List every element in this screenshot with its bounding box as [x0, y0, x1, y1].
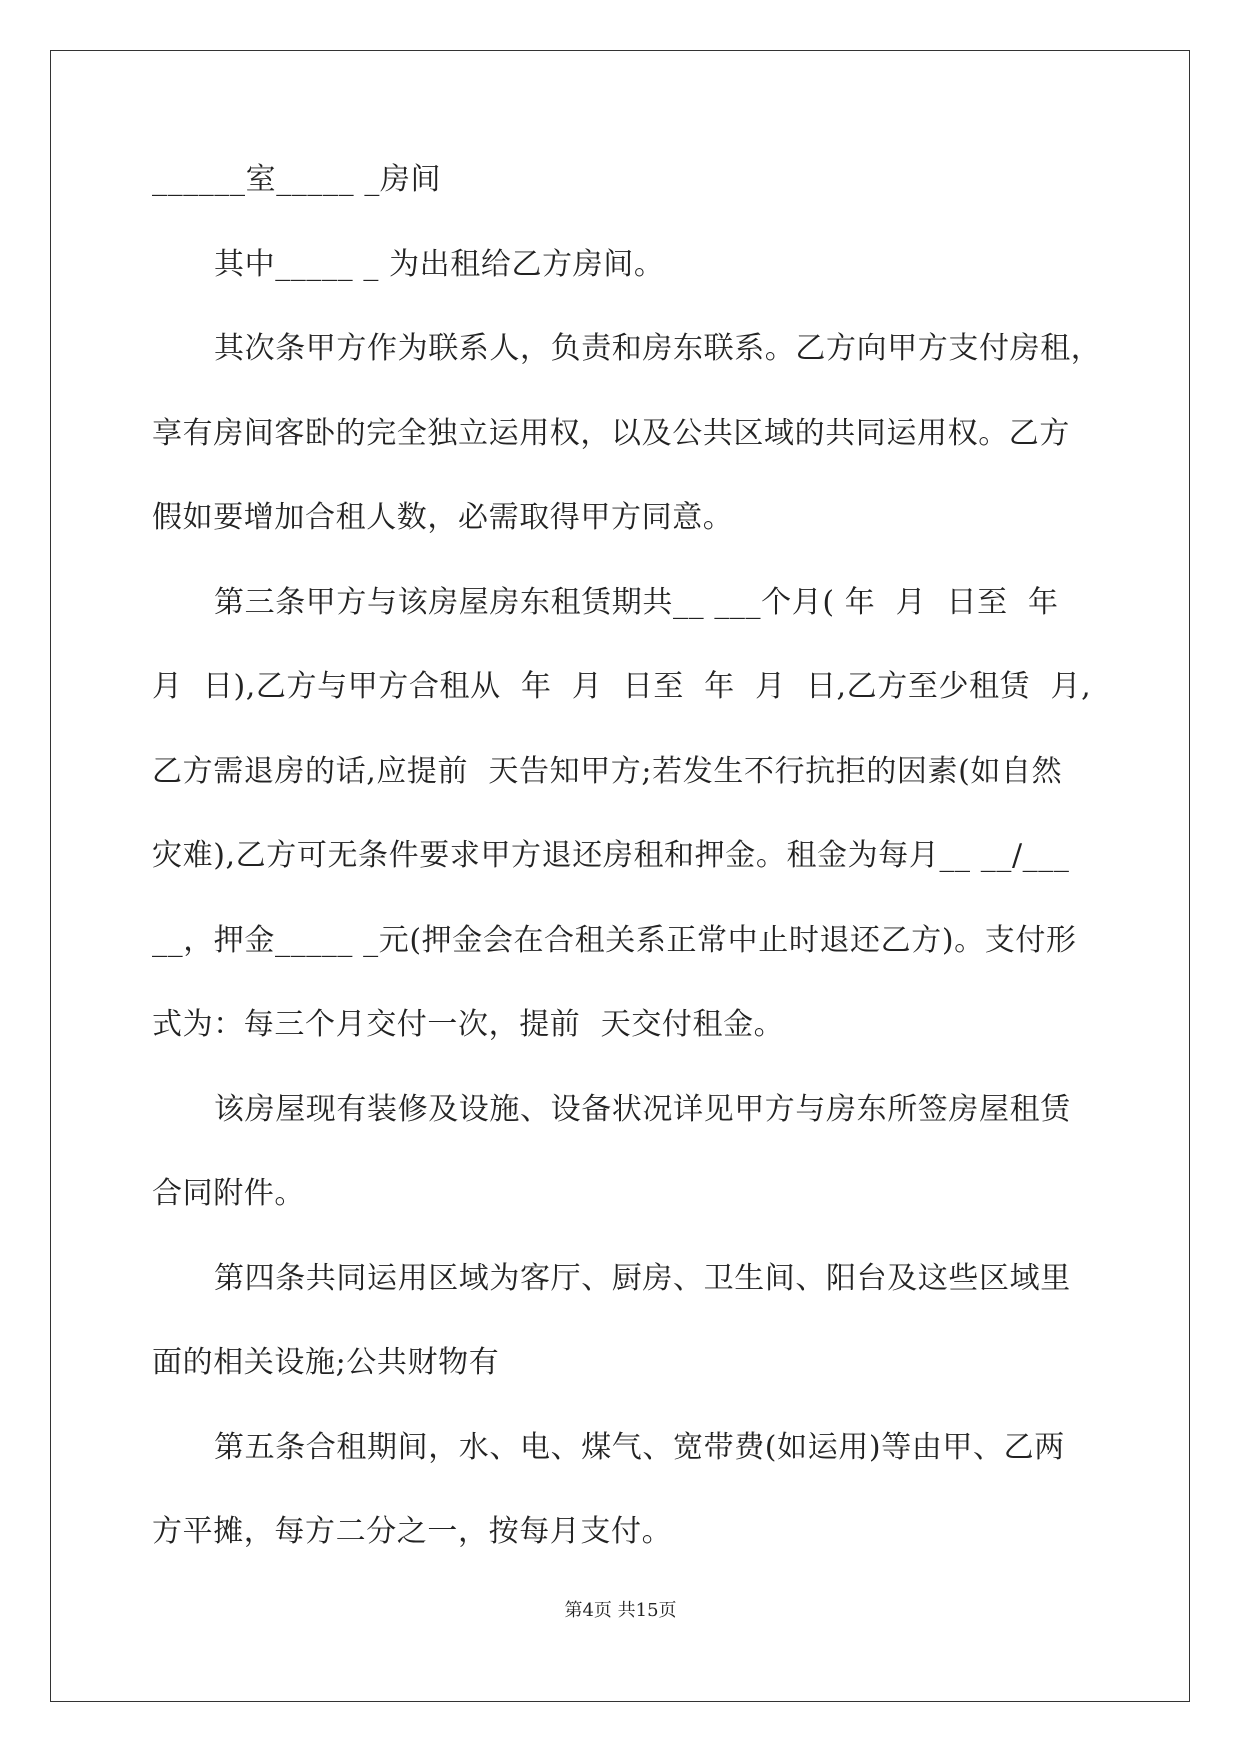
paragraph-line: 面的相关设施;公共财物有: [152, 1345, 500, 1380]
paragraph-line: 方平摊，每方二分之一，按每月支付。: [152, 1514, 673, 1549]
paragraph-line: 第三条甲方与该房屋房东租赁期共__ ___个月( 年 月 日至 年: [214, 584, 1059, 620]
paragraph-line: 式为：每三个月交付一次，提前 天交付租金。: [152, 1007, 785, 1042]
text-line: 其中_____ _ 为出租给乙方房间。: [214, 246, 665, 282]
paragraph-line: 合同附件。: [152, 1176, 305, 1211]
paragraph-line: __，押金_____ _元(押金会在合租关系正常中止时退还乙方)。支付形: [152, 922, 1077, 958]
paragraph-line: 第五条合租期间，水、电、煤气、宽带费(如运用)等由甲、乙两: [214, 1429, 1065, 1465]
paragraph-line: 第四条共同运用区域为客厅、厨房、卫生间、阳台及这些区域里: [214, 1260, 1071, 1296]
paragraph-line: 乙方需退房的话,应提前 天告知甲方;若发生不行抗拒的因素(如自然: [152, 753, 1063, 789]
paragraph-line: 灾难),乙方可无条件要求甲方退还房租和押金。租金为每月__ __/___: [152, 838, 1070, 873]
paragraph-line: 假如要增加合租人数，必需取得甲方同意。: [152, 500, 734, 535]
paragraph-line: 享有房间客卧的完全独立运用权，以及公共区域的共同运用权。乙方: [152, 415, 1070, 451]
paragraph-line: 该房屋现有装修及设施、设备状况详见甲方与房东所签房屋租赁: [214, 1091, 1071, 1127]
text-line: ______室_____ _房间: [152, 162, 442, 197]
paragraph-line: 其次条甲方作为联系人，负责和房东联系。乙方向甲方支付房租，: [214, 331, 1102, 366]
paragraph-line: 月 日),乙方与甲方合租从 年 月 日至 年 月 日,乙方至少租赁 月,: [152, 669, 1092, 704]
document-body: [152, 150, 1102, 1587]
page-number-footer: 第4页 共15页: [564, 1600, 677, 1621]
